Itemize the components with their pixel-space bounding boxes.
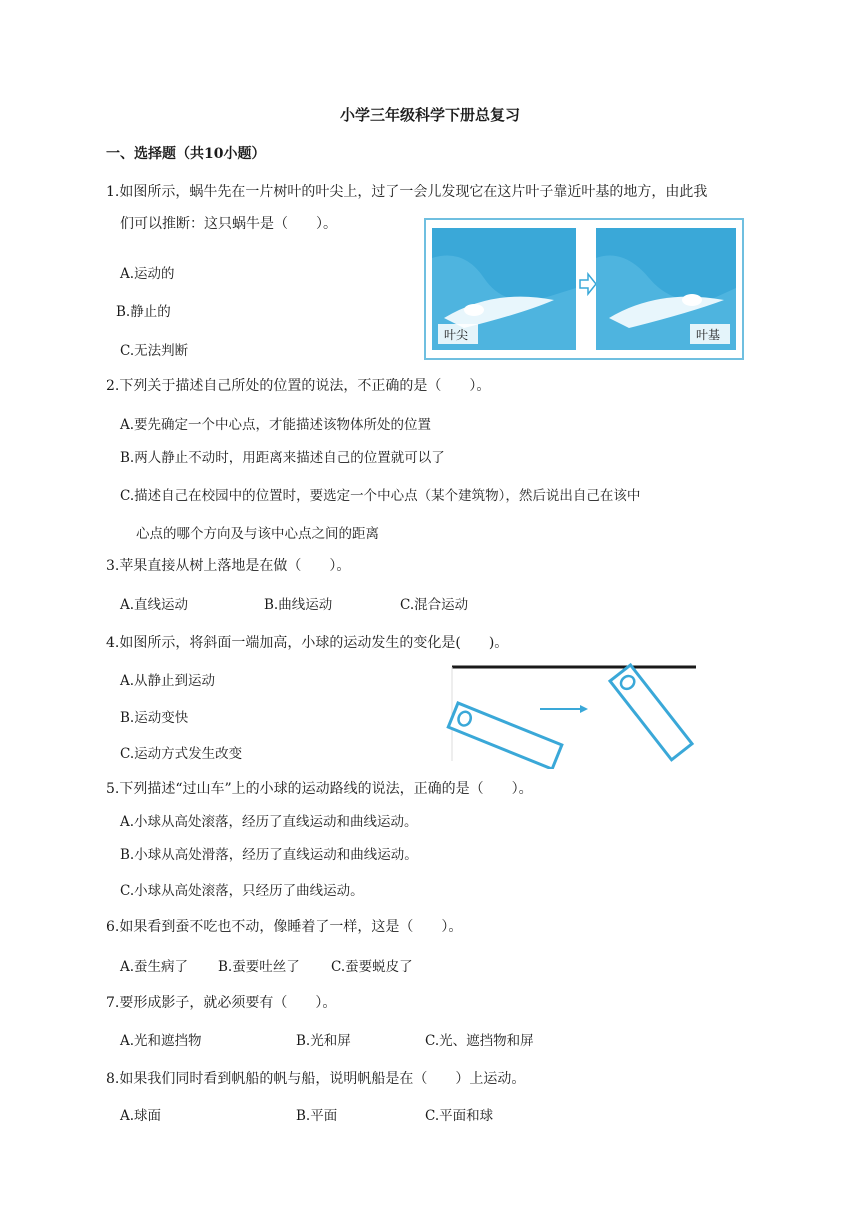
q1-option-a: A.运动的 bbox=[120, 266, 175, 282]
q8-option-c: C.平面和球 bbox=[425, 1108, 494, 1124]
q7-option-a: A.光和遮挡物 bbox=[120, 1033, 202, 1049]
snail-leaf-figure bbox=[424, 218, 744, 360]
q8-option-a: A.球面 bbox=[120, 1108, 162, 1124]
q2-option-a: A.要先确定一个中心点，才能描述该物体所处的位置 bbox=[120, 417, 432, 433]
slope-figure bbox=[440, 657, 700, 769]
page-title: 小学三年级科学下册总复习 bbox=[339, 106, 520, 124]
q3-option-c: C.混合运动 bbox=[400, 597, 469, 613]
q1-stem-line2: 们可以推断：这只蜗牛是（ ）。 bbox=[120, 216, 337, 232]
q1-stem-line1: 1.如图所示，蜗牛先在一片树叶的叶尖上，过了一会儿发现它在这片叶子靠近叶基的地方，由此我 bbox=[106, 184, 708, 200]
q3-stem: 3.苹果直接从树上落地是在做（ ）。 bbox=[106, 558, 351, 574]
q7-stem: 7.要形成影子，就必须要有（ ）。 bbox=[106, 995, 337, 1011]
q4-option-a: A.从静止到运动 bbox=[120, 673, 216, 689]
q2-option-c-line2: 心点的哪个方向及与该中心点之间的距离 bbox=[136, 526, 379, 542]
q3-option-a: A.直线运动 bbox=[120, 597, 189, 613]
q5-option-c: C.小球从高处滚落，只经历了曲线运动。 bbox=[120, 883, 364, 899]
q6-option-b: B.蚕要吐丝了 bbox=[218, 959, 300, 975]
q1-option-c: C.无法判断 bbox=[120, 343, 189, 359]
steep-slope bbox=[610, 665, 692, 760]
snail-right bbox=[682, 294, 702, 306]
shallow-slope bbox=[448, 703, 562, 769]
leaf-base-label: 叶基 bbox=[696, 328, 721, 342]
q2-stem: 2.下列关于描述自己所处的位置的说法，不正确的是（ ）。 bbox=[106, 378, 491, 394]
arrow-right-icon bbox=[580, 705, 588, 713]
q5-stem: 5.下列描述“过山车”上的小球的运动路线的说法，正确的是（ ）。 bbox=[106, 781, 533, 797]
q6-stem: 6.如果看到蚕不吃也不动，像睡着了一样，这是（ ）。 bbox=[106, 919, 463, 935]
q7-option-c: C.光、遮挡物和屏 bbox=[425, 1033, 534, 1049]
q5-option-b: B.小球从高处滑落，经历了直线运动和曲线运动。 bbox=[120, 847, 418, 863]
snail-left bbox=[464, 304, 484, 316]
q3-option-b: B.曲线运动 bbox=[264, 597, 333, 613]
q2-option-c-line1: C.描述自己在校园中的位置时，要选定一个中心点（某个建筑物），然后说出自己在该中 bbox=[120, 488, 641, 504]
leaf-tip-label: 叶尖 bbox=[444, 328, 469, 342]
q4-option-b: B.运动变快 bbox=[120, 710, 189, 726]
q8-stem: 8.如果我们同时看到帆船的帆与船，说明帆船是在（ ）上运动。 bbox=[106, 1071, 526, 1087]
q8-option-b: B.平面 bbox=[296, 1108, 338, 1124]
q7-option-b: B.光和屏 bbox=[296, 1033, 351, 1049]
section-heading: 一、选择题（共10小题） bbox=[106, 146, 266, 162]
q2-option-b: B.两人静止不动时，用距离来描述自己的位置就可以了 bbox=[120, 450, 445, 466]
q1-option-b: B.静止的 bbox=[116, 304, 171, 320]
q6-option-a: A.蚕生病了 bbox=[120, 959, 189, 975]
q4-stem: 4.如图所示，将斜面一端加高，小球的运动发生的变化是( )。 bbox=[106, 635, 509, 651]
q6-option-c: C.蚕要蜕皮了 bbox=[331, 959, 413, 975]
q5-option-a: A.小球从高处滚落，经历了直线运动和曲线运动。 bbox=[120, 814, 418, 830]
q4-option-c: C.运动方式发生改变 bbox=[120, 746, 243, 762]
